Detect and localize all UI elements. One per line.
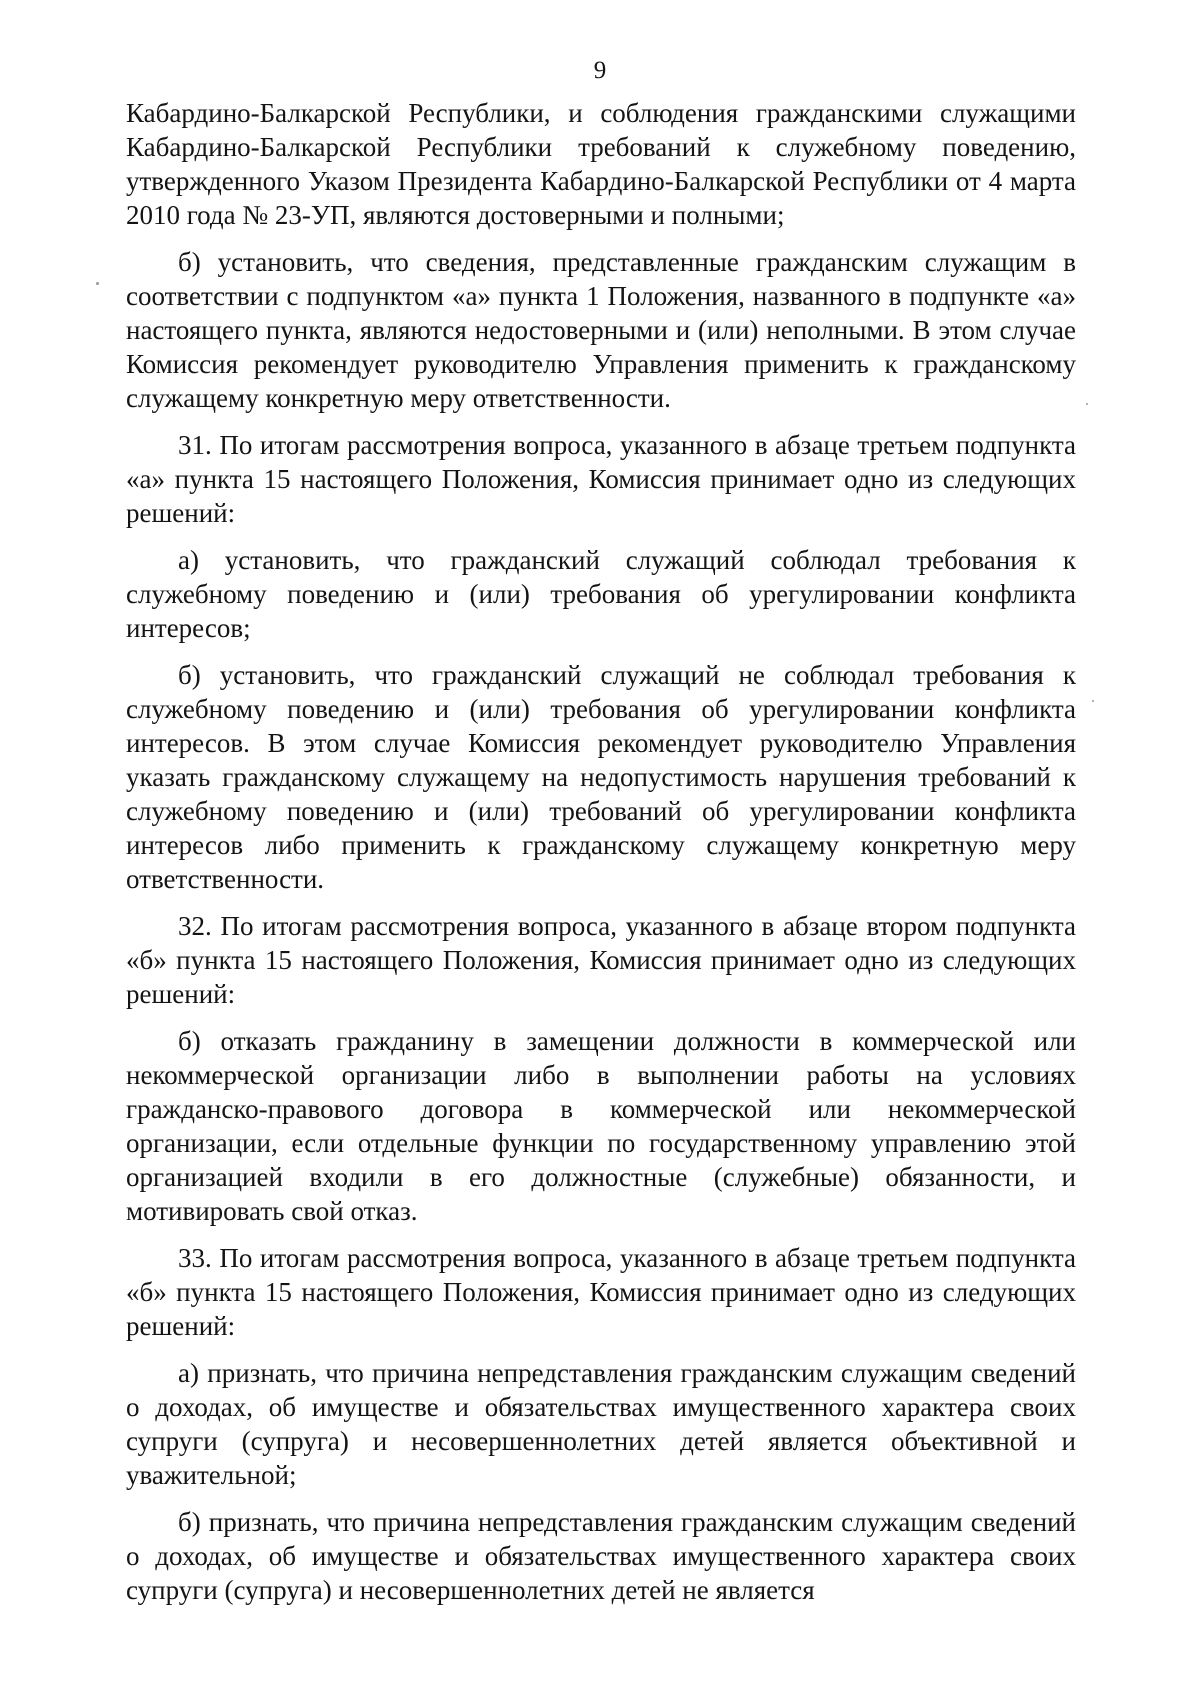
paragraph-7: б) отказать гражданину в замещении должности в коммерческой или некоммерческой организации либо в выполнении работы на условиях гражданско-правового договора в коммерческой или некоммерческой организации, если отдельные функции по государственному управлению этой организацией входили в его должностные (служебные) обязанности, и мотивировать свой отказ. [126,1026,1076,1226]
paragraph-10: б) признать, что причина непредставления гражданским служащим сведений о доходах, об имуществе и обязательствах имущественного характера своих супруги (супруга) и несовершеннолетних детей не является [126,1507,1076,1605]
page-number: 9 [593,57,607,84]
paragraph-5: б) установить, что гражданский служащий не соблюдал требования к служебному поведению и (или) требования об урегулировании конфликта интересов. В этом случае Комиссия рекомендует руководителю Управления указать гражданскому служащему на недопустимость нарушения требований к служебному поведению и (или) требований об урегулировании конфликта интересов либо применить к гражданскому служащему конкретную меру ответственности. [126,660,1076,894]
paragraph-3: 31. По итогам рассмотрения вопроса, указанного в абзаце третьем подпункта «а» пункта 15 настоящего Положения, Комиссия принимает одно из следующих решений: [126,430,1076,528]
scan-speck [96,282,99,285]
paragraph-1: Кабардино-Балкарской Республики, и соблюдения гражданскими служащими Кабардино-Балкарской Республики требований к служебному поведению, утвержденного Указом Президента Кабардино-Балкарской Республики от 4 марта 2010 года № 23-УП, являются достоверными и полными; [126,98,1076,230]
paragraph-4: а) установить, что гражданский служащий соблюдал требования к служебному поведению и (или) требования об урегулировании конфликта интересов; [126,545,1076,643]
scan-speck [1092,700,1094,702]
document-body [126,96,1076,1620]
paragraph-8: 33. По итогам рассмотрения вопроса, указанного в абзаце третьем подпункта «б» пункта 15 настоящего Положения, Комиссия принимает одно из следующих решений: [126,1243,1076,1341]
paragraph-9: а) признать, что причина непредставления гражданским служащим сведений о доходах, об имуществе и обязательствах имущественного характера своих супруги (супруга) и несовершеннолетних детей является объективной и уважительной; [126,1358,1076,1490]
scan-speck [1086,403,1088,405]
paragraph-2: б) установить, что сведения, представленные гражданским служащим в соответствии с подпунктом «а» пункта 1 Положения, названного в подпункте «а» настоящего пункта, являются недостоверными и (или) неполными. В этом случае Комиссия рекомендует руководителю Управления применить к гражданскому служащему конкретную меру ответственности. [126,247,1076,413]
paragraph-6: 32. По итогам рассмотрения вопроса, указанного в абзаце втором подпункта «б» пункта 15 настоящего Положения, Комиссия принимает одно из следующих решений: [126,911,1076,1009]
